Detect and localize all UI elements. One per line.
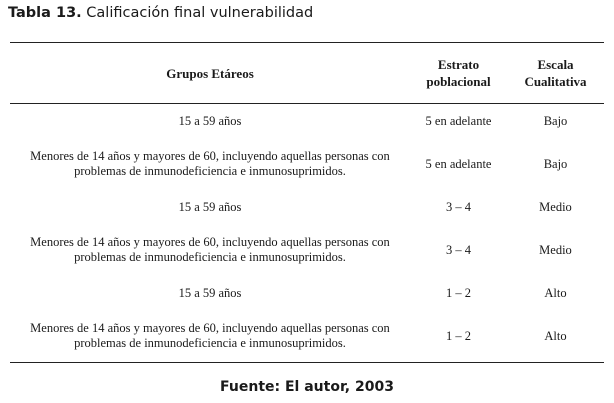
- cell-stratum: 1 – 2: [446, 285, 471, 300]
- cell-scale: Bajo: [543, 113, 568, 128]
- group-line1: 15 a 59 años: [178, 199, 242, 214]
- header-scale-line2: Cualitativa: [524, 74, 587, 89]
- cell-stratum: 5 en adelante: [425, 156, 492, 171]
- cell-scale: Medio: [539, 242, 572, 257]
- cell-scale: Medio: [539, 199, 572, 214]
- table-row: [10, 310, 604, 363]
- header-stratum-line1: Estrato: [437, 57, 480, 72]
- table-header-row: [10, 43, 604, 104]
- cell-scale: Alto: [507, 310, 604, 363]
- table-caption: [8, 5, 313, 21]
- table-source: Fuente: El autor, 2003: [220, 379, 394, 395]
- cell-group: [10, 224, 410, 276]
- caption-text: Calificación final vulnerabilidad: [86, 5, 314, 21]
- cell-group: [10, 138, 410, 190]
- cell-group: [10, 310, 410, 363]
- caption-label: Tabla 13.: [8, 5, 82, 21]
- group-line1: 15 a 59 años: [178, 113, 242, 128]
- cell-stratum: 5 en adelante: [425, 113, 492, 128]
- cell-group: [10, 104, 410, 139]
- table-row: [10, 138, 604, 190]
- group-line2: problemas de inmunodeficiencia e inmunosuprimidos.: [74, 164, 346, 178]
- header-stratum: [410, 43, 507, 104]
- cell-stratum: 3 – 4: [446, 242, 471, 257]
- group-line1: Menores de 14 años y mayores de 60, incluyendo aquellas personas con: [30, 149, 390, 163]
- group-line2: problemas de inmunodeficiencia e inmunosuprimidos.: [74, 336, 346, 350]
- group-line1: Menores de 14 años y mayores de 60, incluyendo aquellas personas con: [30, 321, 390, 335]
- header-stratum-line2: poblacional: [426, 74, 491, 89]
- table-row: [10, 104, 604, 139]
- header-scale: [507, 43, 604, 104]
- cell-scale: Bajo: [543, 156, 568, 171]
- cell-group: [10, 190, 410, 224]
- group-line1: 15 a 59 años: [178, 285, 242, 300]
- cell-group: [10, 276, 410, 310]
- vulnerability-table: [10, 42, 604, 363]
- group-line1: Menores de 14 años y mayores de 60, incluyendo aquellas personas con: [30, 235, 390, 249]
- table-row: [10, 224, 604, 276]
- cell-scale: Alto: [544, 285, 567, 300]
- header-groups: Grupos Etáreos: [10, 43, 410, 104]
- table-row: [10, 276, 604, 310]
- cell-stratum: 3 – 4: [446, 199, 471, 214]
- cell-stratum: 1 – 2: [410, 310, 507, 363]
- header-scale-line1: Escala: [537, 57, 574, 72]
- table-row: [10, 190, 604, 224]
- group-line2: problemas de inmunodeficiencia e inmunosuprimidos.: [74, 250, 346, 264]
